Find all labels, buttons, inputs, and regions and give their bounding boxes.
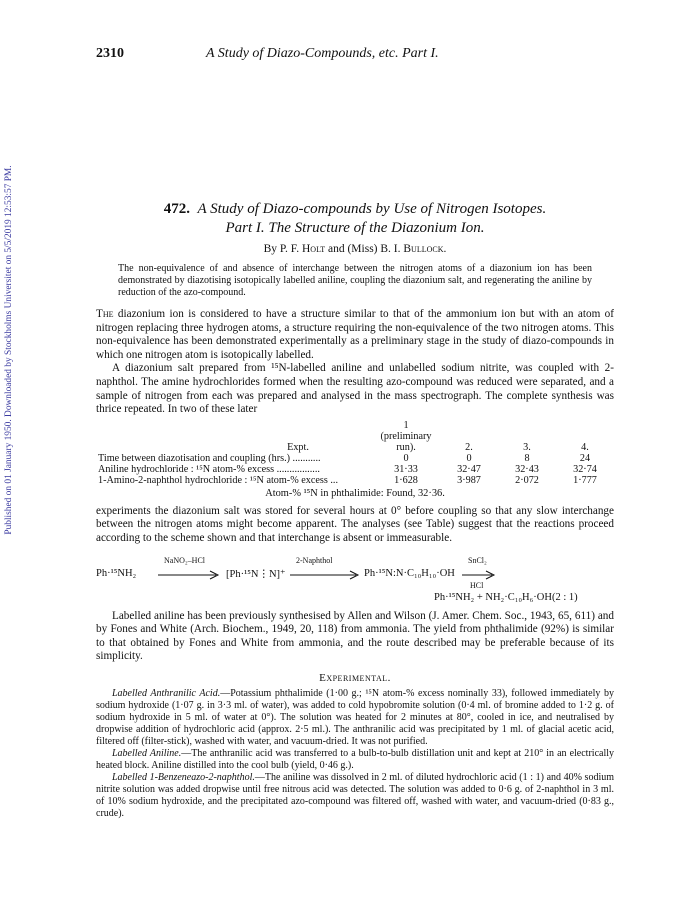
- article-title: [96, 200, 614, 238]
- paragraph-2: A diazonium salt prepared from ¹⁵N-labelled aniline and unlabelled sodium nitrite, was coupled with 2-naphthol. The amine hydrochlorides formed when the resulting azo-compound was reduced were separated, and a sample of nitrogen from each was prepared and analysed in the mass spectrograph. The complete synthesis was thrice repeated. In two of these later: [96, 362, 614, 416]
- running-title: A Study of Diazo-Compounds, etc. Part I.: [206, 46, 439, 61]
- reaction-arrow: [462, 570, 496, 580]
- author-holt: Holt: [302, 243, 326, 255]
- table-row: Aniline hydrochloride : ¹⁵N atom-% excess ................. 31·33 32·47 32·43 32·74: [98, 463, 597, 475]
- article-body: [96, 200, 614, 820]
- page-header: [96, 46, 439, 62]
- paragraph-4: Labelled aniline has been previously synthesised by Allen and Wilson (J. Amer. Chem. Soc., 1943, 65, 611) and by Fones and White (Arch. Biochem., 1949, 20, 118) from ammonia. The yield from phthalimide (92%) is similar to that obtained by Fones and White from ammonia, and the route described may be preferable because of its simplicity.: [96, 609, 614, 663]
- procedure-anthranilic-acid: Labelled Anthranilic Acid.—Potassium phthalimide (1·00 g.; ¹⁵N atom-% excess nominally 33), followed immediately by sodium hydroxide (1·07 g. in 3·3 ml. of water), was added to cold hypobromite solution (0·4 ml. of bromine added to 1·2 g. of sodium hydroxide in 5 ml. of water at 0°). The solution was heated for 2 minutes at 80°, cooled in ice, and neutralised by dropwise addition of hydrochloric acid (approx. 2·5 ml.). The anthranilic acid was precipitated by 1 ml. of glacial acetic acid, filtered off (filter-stick), washed with water, and vacuum-dried. It was not purified.: [96, 687, 615, 747]
- results-table: [96, 420, 614, 486]
- aniline-formula: Ph·¹⁵NH₂: [96, 567, 137, 579]
- products-formula: Ph·¹⁵NH₂ + NH₂·C₁₀H₆·OH(2 : 1): [434, 591, 578, 603]
- reagent-naphthol: 2-Naphthol: [296, 555, 333, 565]
- page-number: 2310: [96, 46, 124, 61]
- table-footnote: Atom-% ¹⁵N in phthalimide: Found, 32·36.: [265, 487, 445, 499]
- title-line-1: A Study of Diazo-compounds by Use of Nitrogen Isotopes.: [197, 201, 547, 217]
- reaction-arrow: [290, 570, 360, 580]
- authors: By P. F. Holt and (Miss) B. I. Bullock.: [263, 243, 447, 255]
- section-heading-experimental: Experimental.: [319, 671, 391, 684]
- paragraph-3: experiments the diazonium salt was stored for several hours at 0° before coupling so that any slow interchange between the nitrogen atoms might become apparent. The analyses (see Table) suggest that the reactions proceed according to the scheme shown and that interchange is absent or immeasurable.: [96, 504, 614, 544]
- table-row: 1-Amino-2-naphthol hydrochloride : ¹⁵N atom-% excess ... 1·628 3·987 2·072 1·777: [98, 474, 597, 486]
- table-header-row: Expt. 1 (preliminary run). 2. 3. 4.: [287, 419, 589, 453]
- azo-compound-formula: Ph·¹⁵N:N·C₁₀H₁₀·OH: [364, 567, 455, 579]
- download-watermark: [2, 120, 18, 580]
- abstract: The non-equivalence of and absence of interchange between the nitrogen atoms of a diazonium ion has been demonstrated by diazotising isotopically labelled aniline, coupling the diazonium salt, and regenerating the aniline by reduction of the azo-compound.: [118, 263, 592, 298]
- title-line-2: Part I. The Structure of the Diazonium Ion.: [225, 220, 485, 236]
- author-bullock: Bullock: [403, 243, 444, 255]
- reaction-arrow: [158, 570, 220, 580]
- download-note: Published on 01 January 1950. Downloaded by Stockholms Universitet on 5/5/2019 12:53:57 PM.: [4, 165, 14, 535]
- procedure-benzeneazo-naphthol: Labelled 1-Benzeneazo-2-naphthol.—The aniline was dissolved in 2 ml. of diluted hydrochloric acid (1 : 1) and 40% sodium nitrite solution was added dropwise until free nitrous acid was detected. The solution was added to 0·6 g. of 2-naphthol in 3 ml. of 10% sodium hydroxide, and the precipitated azo-compound was filtered off, washed with water, and vacuum-dried (0·83 g., crude).: [96, 771, 614, 819]
- reagent-nitrite: NaNO₂–HCl: [164, 555, 206, 565]
- reagent-sncl2: SnCl₂: [468, 555, 487, 565]
- reaction-scheme: [96, 554, 614, 606]
- article-number: 472.: [163, 201, 190, 217]
- paragraph-1: The diazonium ion is considered to have a structure similar to that of the ammonium ion but with an atom of nitrogen replacing three hydrogen atoms, a structure requiring the non-equivalence of the two nitrogen atoms. This non-equivalence has been demonstrated experimentally as a preliminary stage in the study of diazo-compounds in which one nitrogen atom is isotopically labelled.: [96, 308, 614, 361]
- diazonium-formula: [Ph·¹⁵N⋮N]⁺: [226, 568, 286, 580]
- procedure-aniline: Labelled Aniline.—The anthranilic acid was transferred to a bulb-to-bulb distillation unit and kept at 210° in an electrically heated block. Aniline distilled into the cool bulb (yield, 0·46 g.).: [96, 747, 615, 771]
- table-row: Time between diazotisation and coupling (hrs.) ........... 0 0 8 24: [98, 452, 591, 464]
- reagent-hcl: HCl: [470, 580, 484, 590]
